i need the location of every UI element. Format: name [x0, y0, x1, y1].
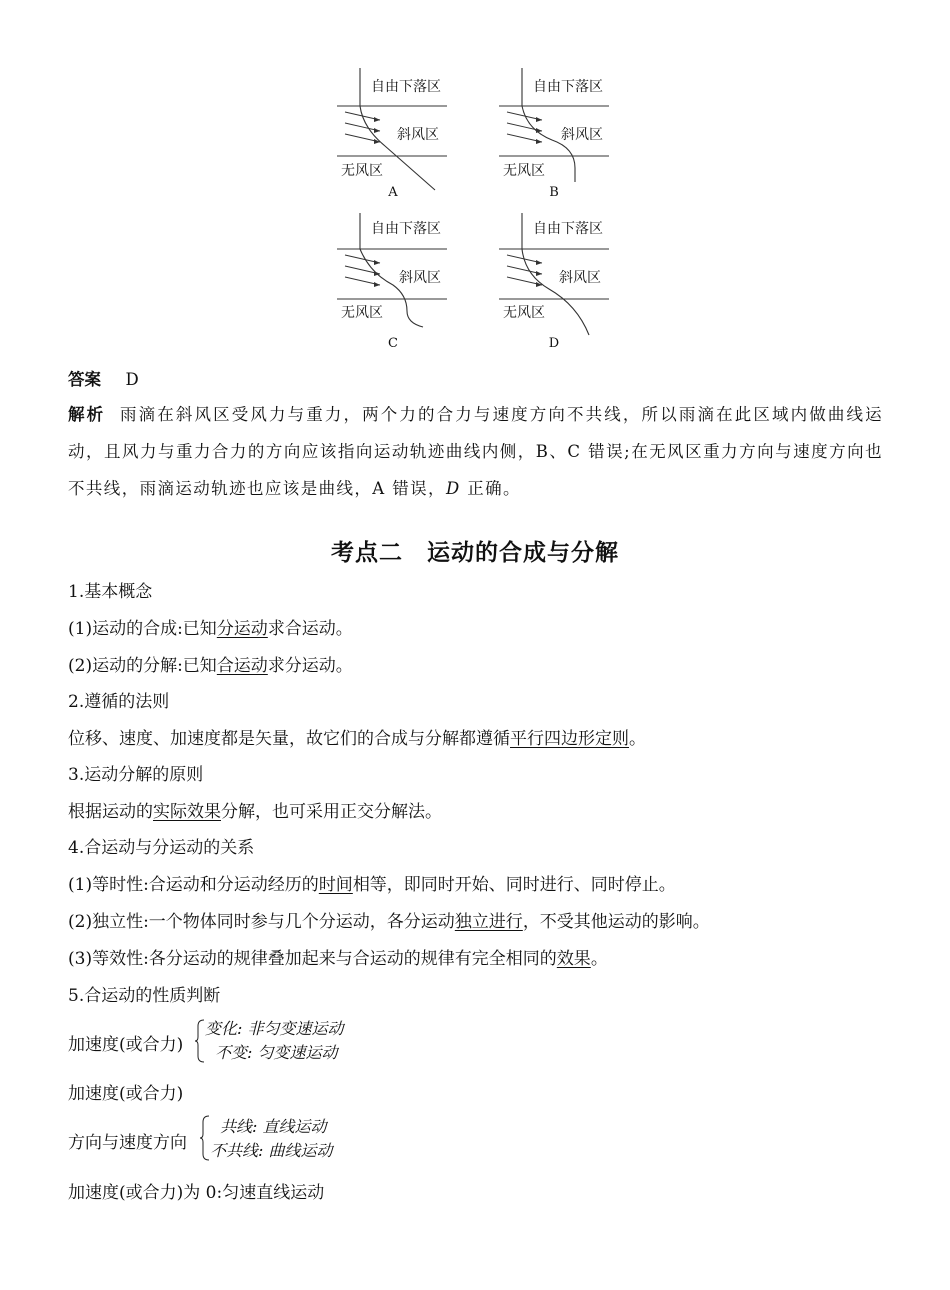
item-vector-rule-text: 位移、速度、加速度都是矢量，故它们的合成与分解都遵循 — [68, 729, 510, 749]
diagram-c — [335, 213, 450, 353]
item-equivalence-text: (3)等效性:各分运动的规律叠加起来与合运动的规律有完全相同的 — [68, 949, 557, 969]
item-principle-text-end: 分解，也可采用正交分解法。 — [221, 802, 442, 822]
diagram-a-zone-top: 自由下落区 — [371, 79, 441, 95]
item-decomposition-text-end: 求分运动。 — [267, 656, 353, 676]
item-equivalence-text-end: 。 — [590, 949, 608, 969]
item-decomposition-underlined: 合运动 — [216, 656, 268, 676]
item-principle — [68, 797, 442, 822]
collinear: 共线: 直线运动 — [220, 1117, 327, 1136]
diagram-c-zone-mid: 斜风区 — [399, 270, 441, 286]
item-decomposition-text: (2)运动的分解:已知 — [68, 656, 217, 676]
item-synthesis-text: (1)运动的合成:已知 — [68, 619, 217, 639]
item-independence-underlined: 独立进行 — [454, 912, 523, 932]
accel-label: 加速度(或合力) — [68, 1035, 184, 1055]
analysis-text: 雨滴在斜风区受风力与重力，两个力的合力与速度方向不共线，所以雨滴在此区域内做曲线运动，且风力与重力合力的方向应该指向运动轨迹曲线内侧，B、C 错误;在无风区重力方向与速度方向也不共线，雨滴运动轨迹也应该是曲线，A 错误， — [68, 405, 883, 498]
item-principle-text: 根据运动的 — [68, 802, 153, 822]
diagram-c-zone-top: 自由下落区 — [371, 221, 441, 237]
non-collinear: 不共线: 曲线运动 — [210, 1141, 333, 1160]
heading-rules: 2.遵循的法则 — [68, 692, 170, 712]
analysis-text-end: 正确。 — [460, 479, 521, 498]
heading-relationship: 4.合运动与分运动的关系 — [68, 838, 255, 858]
diagram-d-zone-mid: 斜风区 — [559, 270, 601, 286]
item-synthesis — [68, 614, 353, 639]
accel-change: 变化: 非匀变速运动 — [205, 1019, 344, 1038]
diagram-d — [497, 213, 612, 353]
diagram-d-zone-bottom: 无风区 — [503, 305, 545, 321]
zero-accel-line: 加速度(或合力)为 0:匀速直线运动 — [68, 1183, 325, 1203]
heading-principle: 3.运动分解的原则 — [68, 765, 204, 785]
analysis-italic-d: D — [445, 479, 461, 498]
item-equivalence-underlined: 效果 — [556, 949, 591, 969]
diagram-a-zone-bottom: 无风区 — [341, 163, 383, 179]
diagram-a-caption: A — [388, 185, 398, 200]
analysis-label: 解析 — [68, 405, 106, 424]
answer-value: D — [125, 370, 139, 389]
heading-judgement: 5.合运动的性质判断 — [68, 986, 221, 1006]
accel-const: 不变: 匀变速运动 — [215, 1043, 338, 1062]
item-decomposition — [68, 651, 353, 676]
item-equivalence — [68, 944, 608, 969]
item-vector-rule-underlined: 平行四边形定则 — [510, 729, 629, 749]
diagram-b-caption: B — [549, 185, 559, 200]
item-independence — [68, 907, 710, 932]
item-independence-text-end: ，不受其他运动的影响。 — [522, 912, 710, 932]
diagram-b-zone-mid: 斜风区 — [561, 127, 603, 143]
diagram-b-zone-bottom: 无风区 — [503, 163, 545, 179]
item-isochronism-text-end: 相等，即同时开始、同时进行、同时停止。 — [352, 875, 676, 895]
heading-basic-concepts: 1.基本概念 — [68, 582, 153, 602]
item-isochronism-text: (1)等时性:合运动和分运动经历的 — [68, 875, 319, 895]
analysis-paragraph — [68, 396, 883, 507]
diagram-c-zone-bottom: 无风区 — [341, 305, 383, 321]
item-synthesis-underlined: 分运动 — [216, 619, 268, 639]
item-vector-rule — [68, 724, 646, 749]
item-synthesis-text-end: 求合运动。 — [267, 619, 353, 639]
diagram-a — [335, 68, 450, 208]
item-principle-underlined: 实际效果 — [153, 802, 221, 822]
direction-label: 方向与速度方向 — [68, 1133, 187, 1153]
diagram-b — [497, 68, 612, 208]
item-independence-text: (2)独立性:一个物体同时参与几个分运动，各分运动 — [68, 912, 455, 932]
diagram-d-zone-top: 自由下落区 — [533, 221, 603, 237]
section-title: 考点二 运动的合成与分解 — [331, 539, 619, 566]
answer-label: 答案 — [68, 370, 101, 389]
diagram-c-caption: C — [388, 336, 398, 351]
accel-label-2: 加速度(或合力) — [68, 1084, 184, 1104]
item-isochronism-underlined: 时间 — [318, 875, 353, 895]
diagram-d-caption: D — [548, 336, 560, 351]
diagram-b-zone-top: 自由下落区 — [533, 79, 603, 95]
answer-line — [68, 366, 139, 390]
item-vector-rule-text-end: 。 — [629, 729, 646, 749]
item-isochronism — [68, 870, 676, 895]
diagram-a-zone-mid: 斜风区 — [397, 127, 439, 143]
